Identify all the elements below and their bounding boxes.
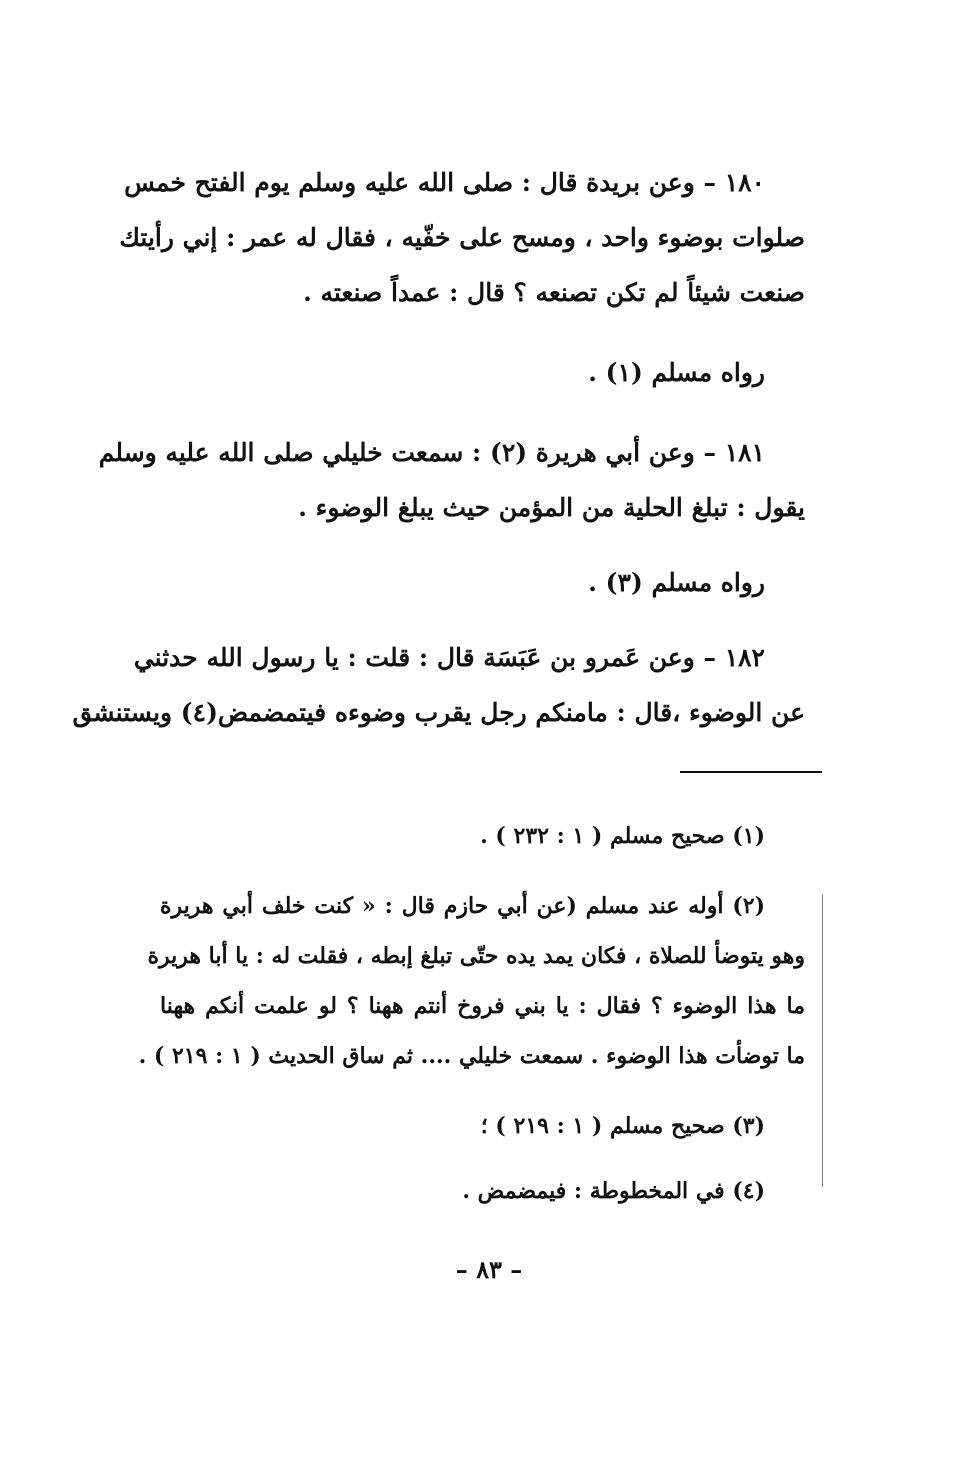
hadith-182-line-1: ١٨٢ – وعن عَمرو بن عَبَسَة قال : قلت : يا رسول الله حدثني (133, 643, 765, 672)
hadith-180-line-3: صنعت شيئاً لم تكن تصنعه ؟ قال : عمداً صنعته . (303, 278, 805, 307)
hadith-180-line-2: صلوات بوضوء واحد ، ومسح على خفّيه ، فقال له عمر : إني رأيتك (119, 223, 805, 252)
margin-rule (822, 895, 823, 1187)
hadith-181-line-2: يقول : تبلغ الحلية من المؤمن حيث يبلغ الوضوء . (298, 493, 805, 522)
hadith-182-line-2: عن الوضوء ،قال : مامنكم رجل يقرب وضوءه فيتمضمض(٤) ويستنشق (72, 698, 805, 727)
footnote-2-line-2: وهو يتوضأ للصلاة ، فكان يمد يده حتّى تبلغ إبطه ، فقلت له : يا أبا هريرة (147, 943, 805, 969)
narration-1: رواه مسلم (١) . (588, 358, 765, 387)
footnote-divider (680, 771, 822, 773)
narration-2: رواه مسلم (٣) . (588, 568, 765, 597)
footnote-3: (٣) صحيح مسلم ( ١ : ٢١٩ ) ؛ (480, 1113, 765, 1139)
page-number: – ٨٣ – (455, 1255, 523, 1284)
footnote-1: (١) صحيح مسلم ( ١ : ٢٣٢ ) . (480, 823, 765, 849)
footnote-2-line-4: ما توضأت هذا الوضوء . سمعت خليلي .... ثم ساق الحديث ( ١ : ٢١٩ ) . (138, 1043, 805, 1069)
footnote-4: (٤) في المخطوطة : فيمضمض . (462, 1178, 765, 1204)
hadith-180-line-1: ١٨٠ – وعن بريدة قال : صلى الله عليه وسلم يوم الفتح خمس (124, 168, 765, 197)
footnote-2-line-1: (٢) أوله عند مسلم (عن أبي حازم قال : « كنت خلف أبي هريرة (160, 893, 765, 919)
footnote-2-line-3: ما هذا الوضوء ؟ فقال : يا بني فروخ أنتم ههنا ؟ لو علمت أنكم ههنا (160, 993, 805, 1019)
hadith-181-line-1: ١٨١ – وعن أبي هريرة (٢) : سمعت خليلي صلى الله عليه وسلم (98, 438, 765, 467)
